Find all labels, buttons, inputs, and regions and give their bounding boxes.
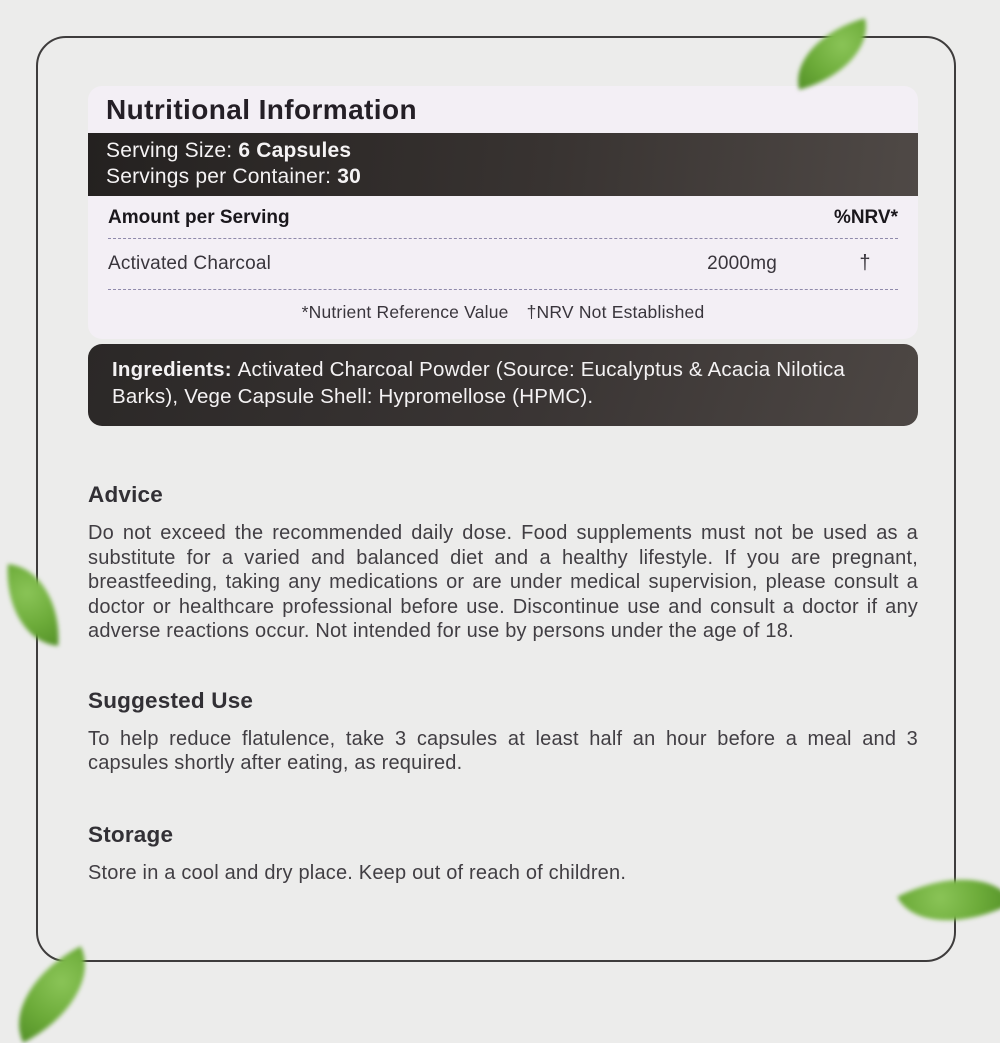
nutrient-nrv-dagger: † xyxy=(859,252,871,274)
footnote-not-established: †NRV Not Established xyxy=(526,302,705,322)
advice-heading: Advice xyxy=(88,482,163,507)
serving-size-value: 6 Capsules xyxy=(238,139,352,162)
storage-section xyxy=(88,822,918,886)
suggested-use-section xyxy=(88,688,918,776)
nutrient-name: Activated Charcoal xyxy=(108,252,272,274)
storage-body: Store in a cool and dry place. Keep out of reach of children. xyxy=(88,861,627,884)
nrv-header: %NRV* xyxy=(833,207,898,228)
advice-section xyxy=(88,482,918,644)
nutrition-table xyxy=(88,196,918,339)
ingredients-box xyxy=(88,344,918,426)
suggested-use-heading: Suggested Use xyxy=(88,687,254,713)
amount-per-serving-header: Amount per Serving xyxy=(108,207,290,228)
servings-per-container-value: 30 xyxy=(337,165,362,188)
nutrition-panel xyxy=(88,86,918,339)
ingredients-text: Activated Charcoal Powder (Source: Eucalyptus & Acacia Nilotica Barks), Vege Capsule Shell: Hypromellose (HPMC). xyxy=(112,358,846,408)
serving-size-label: Serving Size: xyxy=(106,139,239,162)
panel-title: Nutritional Information xyxy=(106,94,417,125)
table-row xyxy=(108,239,898,289)
serving-size-line xyxy=(106,138,900,164)
ingredients-label: Ingredients: xyxy=(112,358,238,381)
suggested-use-body: To help reduce flatulence, take 3 capsules at least half an hour before a meal and 3 capsules shortly after eating, as required. xyxy=(88,727,918,774)
footnote-nrv-definition: *Nutrient Reference Value xyxy=(301,302,509,322)
nutrient-amount: 2000mg xyxy=(707,252,777,274)
label-content xyxy=(88,86,918,885)
servings-per-container-line xyxy=(106,164,900,190)
table-footnote xyxy=(108,290,898,339)
serving-info-bar xyxy=(88,133,918,196)
storage-heading: Storage xyxy=(88,821,174,847)
table-header xyxy=(108,196,898,238)
advice-body: Do not exceed the recommended daily dose. Food supplements must not be used as a substitute for a varied and balanced diet and a healthy lifestyle. If you are pregnant, breastfeeding, taking any medications or are under medical supervision, please consult a doctor or healthcare professional before use. Discontinue use and consult a doctor if any adverse reactions occur. Not intended for use by persons under the age of 18. xyxy=(88,522,918,642)
servings-per-container-label: Servings per Container: xyxy=(106,165,338,188)
